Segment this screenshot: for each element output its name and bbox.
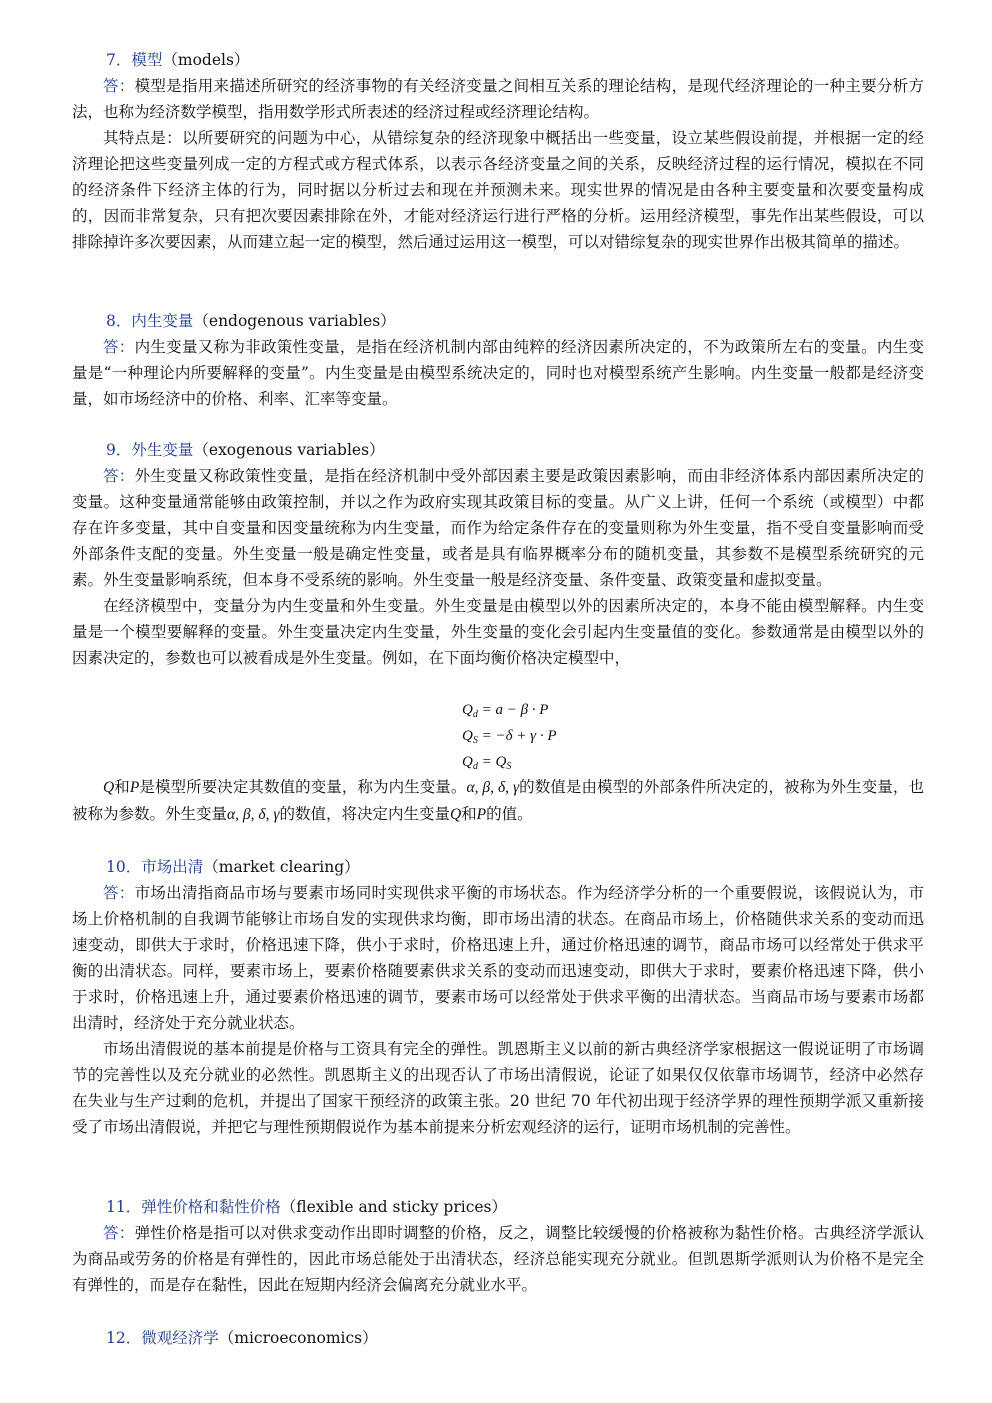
section-7 [72,47,924,255]
equation-equilibrium: $Q_d = Q_S$ [462,754,512,772]
paragraph [72,1220,924,1298]
section-title [72,47,924,73]
answer-label: 答： [103,467,135,485]
greek-params: α, β, δ, γ [227,806,280,823]
section-title [72,854,924,880]
section-11 [72,1194,924,1298]
section-number: 7． [106,51,132,69]
text: 和 [114,778,130,796]
answer-label: 答： [103,77,135,95]
section-heading: 市场出清 [141,858,204,876]
paragraph [72,1036,924,1140]
section-heading: 内生变量 [131,312,194,330]
paragraph-text: 弹性价格是指可以对供求变动作出即时调整的价格，反之，调整比较缓慢的价格被称为黏性价格。古典经济学派认为商品或劳务的价格是有弹性的，因此市场总能处于出清状态，经济总能实现充分就业。但凯恩斯学派则认为价格不是完全有弹性的，而是存在黏性，因此在短期内经济会偏离充分就业水平。 [72,1224,924,1294]
section-heading: 弹性价格和黏性价格 [141,1198,281,1216]
paragraph-text: 内生变量又称为非政策性变量，是指在经济机制内部由纯粹的经济因素所决定的，不为政策所左右的变量。内生变量是“一种理论内所要解释的变量”。内生变量是由模型系统决定的，同时也对模型系统产生影响。内生变量一般都是经济变量，如市场经济中的价格、利率、汇率等变量。 [72,338,924,408]
section-12 [72,1325,924,1351]
paragraph-text: 市场出清假说的基本前提是价格与工资具有完全的弹性。凯恩斯主义以前的新古典经济学家根据这一假说证明了市场调节的完善性以及充分就业的必然性。凯恩斯主义的出现否认了市场出清假说，论证了如果仅仅依靠市场调节，经济中必然存在失业与生产过剩的危机，并提出了国家干预经济的政策主张。20 世纪 70 年代初出现于经济学界的理性预期学派又重新接受了市场出清假说，并把它与理性预期假说作为基本前提来分析宏观经济的运行，证明市场机制的完善性。 [72,1040,924,1136]
section-9 [72,437,924,671]
section-heading: 外生变量 [131,441,194,459]
section-title [72,308,924,334]
section-heading-en: （microeconomics） [218,1329,378,1347]
text: 的数值是由模型的外部条件所决定的，被称为外生变量，也被称为参数。外生变量 [72,778,924,823]
greek-params: α, β, δ, γ [466,779,520,796]
symbol-q: Q [449,806,462,823]
section-heading-en: （market clearing） [203,858,360,876]
section-number: 8． [106,312,132,330]
paragraph [72,73,924,125]
section-8 [72,308,924,412]
symbol-q: Q [103,779,115,796]
text: 的值。 [486,805,533,823]
section-title [72,1325,924,1351]
paragraph [72,593,924,671]
paragraph [72,774,924,828]
equation-demand: $Q_d = a - \beta \cdot P$ [462,702,549,720]
section-number: 9． [106,441,132,459]
paragraph-text: 在经济模型中，变量分为内生变量和外生变量。外生变量是由模型以外的因素所决定的，本身不能由模型解释。内生变量是一个模型要解释的变量。外生变量决定内生变量，外生变量的变化会引起内生变量值的变化。参数通常是由模型以外的因素决定的，参数也可以被看成是外生变量。例如，在下面均衡价格决定模型中， [72,597,924,667]
section-title [72,1194,924,1220]
symbol-p: P [476,806,487,823]
section-heading-en: （flexible and sticky prices） [280,1198,508,1216]
paragraph-text: 模型是指用来描述所研究的经济事物的有关经济变量之间相互关系的理论结构，是现代经济理论的一种主要分析方法，也称为经济数学模型，指用数学形式所表述的经济过程或经济理论结构。 [72,77,924,121]
paragraph [72,125,924,255]
answer-label: 答： [103,338,135,356]
section-heading-en: （exogenous variables） [193,441,385,459]
symbol-p: P [129,779,140,796]
section-heading: 模型 [131,51,163,69]
section-number: 12． [106,1329,142,1347]
section-heading: 微观经济学 [141,1329,219,1347]
paragraph-text: 市场出清指商品市场与要素市场同时实现供求平衡的市场状态。作为经济学分析的一个重要假说，该假说认为，市场上价格机制的自我调节能够让市场自发的实现供求均衡，即市场出清的状态。在商品市场上，价格随供求关系的变动而迅速变动，即供大于求时，价格迅速下降，供小于求时，价格迅速上升，通过价格迅速的调节，商品市场可以经常处于供求平衡的出清状态。同样，要素市场上，要素价格随要素供求关系的变动而迅速变动，即供大于求时，要素价格迅速下降，供小于求时，价格迅速上升，通过要素价格迅速的调节，要素市场可以经常处于供求平衡的出清状态。当商品市场与要素市场都出清时，经济处于充分就业状态。 [72,884,924,1032]
paragraph [72,463,924,593]
paragraph [72,334,924,412]
section-10 [72,854,924,1140]
equation-supply: $Q_S = -\delta + \gamma \cdot P$ [462,728,557,746]
section-heading-en: （endogenous variables） [193,312,396,330]
section-number: 11． [106,1198,142,1216]
text: 和 [461,805,477,823]
paragraph-text: 其特点是：以所要研究的问题为中心，从错综复杂的经济现象中概括出一些变量，设立某些假设前提，并根据一定的经济理论把这些变量列成一定的方程式或方程式体系，以表示各经济变量之间的关系，反映经济过程的运行情况，模拟在不同的经济条件下经济主体的行为，同时据以分析过去和现在并预测未来。现实世界的情况是由各种主要变量和次要变量构成的，因而非常复杂，只有把次要因素排除在外，才能对经济运行进行严格的分析。运用经济模型，事先作出某些假设，可以排除掉许多次要因素，从而建立起一定的模型，然后通过运用这一模型，可以对错综复杂的现实世界作出极其简单的描述。 [72,129,924,251]
section-number: 10． [106,858,142,876]
paragraph [72,880,924,1036]
answer-label: 答： [103,884,135,902]
answer-label: 答： [103,1224,135,1242]
section-heading-en: （models） [162,51,250,69]
section-9-continued [72,774,924,828]
text: 的数值，将决定内生变量 [279,805,450,823]
paragraph-text: 外生变量又称政策性变量，是指在经济机制中受外部因素主要是政策因素影响，而由非经济体系内部因素所决定的变量。这种变量通常能够由政策控制，并以之作为政府实现其政策目标的变量。从广义上讲，任何一个系统（或模型）中都存在许多变量，其中自变量和因变量统称为内生变量，而作为给定条件存在的变量则称为外生变量，指不受自变量影响而受外部条件支配的变量。外生变量一般是确定性变量，或者是具有临界概率分布的随机变量，其参数不是模型系统研究的元素。外生变量影响系统，但本身不受系统的影响。外生变量一般是经济变量、条件变量、政策变量和虚拟变量。 [72,467,924,589]
text: 是模型所要决定其数值的变量，称为内生变量。 [139,778,467,796]
section-title [72,437,924,463]
